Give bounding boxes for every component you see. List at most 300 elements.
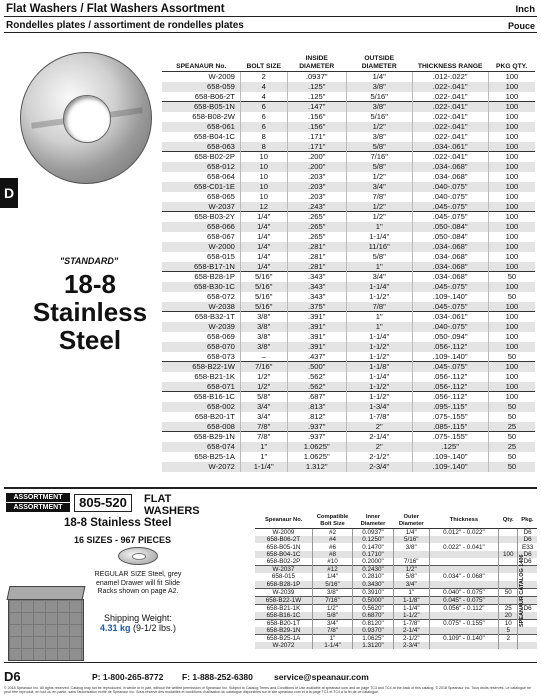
assortment-cell: #10 xyxy=(312,558,352,566)
table-cell: 4 xyxy=(240,82,287,92)
part-number[interactable]: W-2000 xyxy=(162,242,240,252)
table-cell: .562" xyxy=(287,382,346,392)
table-row xyxy=(162,402,535,412)
assortment-part-number[interactable]: 658-B04-1C xyxy=(255,551,312,558)
assortment-row xyxy=(255,619,537,627)
part-number[interactable]: W-2038 xyxy=(162,302,240,312)
table-cell: 1/4" xyxy=(240,232,287,242)
assortment-cell: 1/4" xyxy=(312,573,352,580)
assortment-cell: 20 xyxy=(499,612,518,620)
table-cell: .109-.140" xyxy=(412,462,488,472)
page-title-fr: Rondelles plates / assortiment de rondelles plates xyxy=(6,20,244,31)
assortment-part-number[interactable]: 658-B29-1N xyxy=(255,627,312,635)
drawer-lid xyxy=(7,586,86,600)
fax-number: F: 1-888-252-6380 xyxy=(182,672,253,682)
table-cell: .050-.084" xyxy=(412,232,488,242)
assortment-cell: 2-1/4" xyxy=(393,627,429,635)
assortment-cell: 0.2810" xyxy=(353,573,394,580)
part-number[interactable]: 658-B29-1N xyxy=(162,432,240,442)
table-row xyxy=(162,222,535,232)
assortment-cell: 3/8" xyxy=(312,588,352,596)
part-number[interactable]: W-2072 xyxy=(162,462,240,472)
table-cell: 3/8" xyxy=(240,312,287,322)
table-cell: 50 xyxy=(488,272,535,282)
assortment-cell xyxy=(429,642,498,649)
part-number[interactable]: 658-012 xyxy=(162,162,240,172)
assortment-cell: #4 xyxy=(312,536,352,543)
assortment-cell xyxy=(499,581,518,589)
table-cell: 100 xyxy=(488,262,535,272)
assortment-part-number[interactable]: W-2037 xyxy=(255,566,312,574)
table-row xyxy=(162,272,535,282)
assortment-cell xyxy=(499,596,518,604)
table-cell: 1" xyxy=(346,262,412,272)
table-cell: .343" xyxy=(287,282,346,292)
table-cell: 100 xyxy=(488,312,535,322)
table-cell: .085-.115" xyxy=(412,422,488,432)
table-cell: .050-.084" xyxy=(412,222,488,232)
table-cell: 7/8" xyxy=(240,432,287,442)
table-cell: 10 xyxy=(240,152,287,162)
table-row xyxy=(162,112,535,122)
assortment-part-number[interactable]: 658-015 xyxy=(271,573,296,581)
table-row xyxy=(162,322,535,332)
table-row xyxy=(162,292,535,302)
table-cell: 5/8" xyxy=(346,142,412,152)
part-number[interactable]: 658-071 xyxy=(162,382,240,392)
table-cell: .056-.112" xyxy=(412,342,488,352)
table-row xyxy=(162,122,535,132)
table-cell: .156" xyxy=(287,112,346,122)
part-number[interactable]: 658-072 xyxy=(207,292,235,301)
table-row xyxy=(162,192,535,202)
assortment-part-number[interactable]: 658-B25-1A xyxy=(255,634,312,642)
part-number[interactable]: 658-B04-1C xyxy=(193,132,235,141)
column-header: OUTSIDE DIAMETER xyxy=(346,54,412,72)
table-cell: .147" xyxy=(287,102,346,112)
assortment-cell: 1/2" xyxy=(393,566,429,574)
table-cell: 100 xyxy=(488,362,535,372)
section-tab[interactable]: D xyxy=(0,178,18,208)
footer xyxy=(4,662,537,700)
assortment-cell: 0.3910" xyxy=(353,588,394,596)
table-row xyxy=(162,382,535,392)
table-row xyxy=(162,432,535,442)
assortment-part-number[interactable]: W-2009 xyxy=(272,529,295,536)
table-row xyxy=(162,142,535,152)
table-cell: .281" xyxy=(287,252,346,262)
table-row xyxy=(162,102,535,112)
table-cell: 3/8" xyxy=(240,322,287,332)
assortment-part-number[interactable]: 658-B28-1P xyxy=(255,581,312,589)
assortment-label: ASSORTMENT xyxy=(6,493,70,502)
assortment-part-number[interactable]: 658-B05-1N xyxy=(266,543,301,551)
table-cell: 100 xyxy=(488,322,535,332)
table-cell: .034-.068" xyxy=(412,272,488,282)
assortment-row xyxy=(255,588,537,596)
washer-spec-table xyxy=(162,54,535,472)
assortment-row xyxy=(255,634,537,642)
table-cell: 2-1/2" xyxy=(346,452,412,462)
assortment-cell: 0.1250" xyxy=(353,536,394,543)
table-cell: 1" xyxy=(346,222,412,232)
table-cell: .343" xyxy=(287,272,346,282)
assortment-cell: 7/8" xyxy=(312,627,352,635)
assortment-cell: 1.0625" xyxy=(353,634,394,642)
table-row xyxy=(162,152,535,162)
part-number[interactable]: 658-008 xyxy=(162,422,240,432)
assortment-cell xyxy=(429,612,498,620)
table-row xyxy=(162,352,535,362)
part-number[interactable]: 658-B28-1P xyxy=(162,272,240,282)
assortment-cell: #2 xyxy=(312,529,352,537)
assortment-row xyxy=(255,581,537,589)
assortment-title xyxy=(144,493,200,517)
drawer-image xyxy=(8,599,84,661)
table-cell: .391" xyxy=(287,332,346,342)
table-row xyxy=(162,92,535,102)
assortment-cell: 0.109" - 0.140" xyxy=(429,634,498,642)
table-cell: .812" xyxy=(287,412,346,422)
assortment-cell: D6 xyxy=(518,551,537,558)
table-cell: 100 xyxy=(488,92,535,102)
table-cell: 1/2" xyxy=(346,172,412,182)
table-cell: .040-.075" xyxy=(412,192,488,202)
part-number[interactable]: 658-B25-1A xyxy=(194,452,235,461)
assortment-row xyxy=(255,604,537,612)
table-cell: 100 xyxy=(488,102,535,112)
table-row xyxy=(162,362,535,372)
page-title: Flat Washers / Flat Washers Assortment xyxy=(6,3,225,15)
table-cell: 1/2" xyxy=(346,212,412,222)
column-header: SPEANAUR No. xyxy=(162,54,240,72)
assortment-cell: 7/16" xyxy=(393,558,429,566)
assortment-cell: 0.8120" xyxy=(353,619,394,627)
assortment-row xyxy=(255,627,537,635)
page-number: D6 xyxy=(4,669,21,684)
table-row xyxy=(162,372,535,382)
table-cell: .056-.112" xyxy=(412,392,488,402)
assortment-cell: 0.9370" xyxy=(353,627,394,635)
part-number[interactable]: 658-B21-1K xyxy=(194,372,235,381)
table-cell: 50 xyxy=(488,402,535,412)
table-cell: .040-.075" xyxy=(412,322,488,332)
table-cell: 2" xyxy=(346,442,412,452)
assortment-cell xyxy=(499,573,518,580)
assortment-row xyxy=(255,558,537,566)
unit-label: Inch xyxy=(515,4,535,15)
table-cell: 1-1/4" xyxy=(346,282,412,292)
part-number[interactable]: 658-B06-2T xyxy=(194,91,235,101)
assortment-cell: 0.2000" xyxy=(353,558,394,566)
shipping-info xyxy=(90,613,186,633)
assortment-cell: 3/8" xyxy=(393,543,429,550)
assortment-part-number[interactable]: 658-B20-1T xyxy=(255,619,312,627)
table-cell: .937" xyxy=(287,422,346,432)
table-cell: .343" xyxy=(287,292,346,302)
unit-label-fr: Pouce xyxy=(507,21,535,31)
table-cell: 1" xyxy=(240,442,287,452)
table-cell: .109-.140" xyxy=(412,452,488,462)
table-row xyxy=(162,82,535,92)
side-catalog-label: SPEANAUR CATALOG 1406 xyxy=(519,554,525,628)
table-cell: 5/8" xyxy=(240,392,287,402)
table-cell: 1/2" xyxy=(240,372,287,382)
assortment-cell: 1-1/4" xyxy=(312,642,352,649)
small-washer-image xyxy=(118,547,158,565)
assortment-pieces: 16 SIZES - 967 PIECES xyxy=(74,535,172,545)
table-cell: .040-.075" xyxy=(412,182,488,192)
part-number[interactable]: 658-B05-1N xyxy=(162,102,240,112)
assortment-part-number[interactable]: W-2039 xyxy=(255,588,312,596)
part-number[interactable]: 658-B30-1C xyxy=(162,282,240,292)
assortment-cell xyxy=(429,558,498,566)
assortment-cell: 5/8" xyxy=(312,612,352,620)
table-cell: 1-1/2" xyxy=(346,352,412,362)
table-cell: 10 xyxy=(240,192,287,202)
part-number[interactable]: 658-B32-1T xyxy=(162,312,240,322)
table-cell: .171" xyxy=(287,132,346,142)
table-cell: 100 xyxy=(488,232,535,242)
assortment-cell: D6 xyxy=(518,536,537,543)
assortment-cell: D6 xyxy=(518,604,537,612)
table-cell: 1-1/2" xyxy=(346,382,412,392)
part-number[interactable]: 658-069 xyxy=(207,332,235,341)
email-link[interactable]: service@speanaur.com xyxy=(274,672,369,682)
table-cell: 100 xyxy=(488,152,535,162)
assortment-part-number[interactable]: 658-B21-1K xyxy=(255,604,312,612)
assortment-part-number[interactable]: W-2072 xyxy=(255,642,312,649)
part-number[interactable]: 658-064 xyxy=(207,172,235,181)
table-cell: 7/8" xyxy=(240,422,287,432)
part-number[interactable]: 658-B22-1W xyxy=(162,362,240,372)
table-cell: 25 xyxy=(488,422,535,432)
table-cell: 10 xyxy=(240,162,287,172)
assortment-cell: 0.056" - 0.112" xyxy=(429,604,498,612)
table-cell: .034-.068" xyxy=(412,252,488,262)
assortment-cell: 5/16" xyxy=(393,536,429,543)
part-number[interactable]: 658-002 xyxy=(162,402,240,412)
table-cell: .375" xyxy=(287,302,346,312)
assortment-cell: 0.075" - 0.155" xyxy=(429,619,498,627)
table-cell: 10 xyxy=(240,182,287,192)
assortment-cell: 0.5000" xyxy=(353,596,394,604)
assortment-column-header: Speanaur No. xyxy=(255,513,312,529)
part-number[interactable]: W-2037 xyxy=(162,202,240,212)
table-row xyxy=(162,202,535,212)
table-cell: 100 xyxy=(488,382,535,392)
table-cell: .109-.140" xyxy=(412,352,488,362)
table-cell: .022-.041" xyxy=(412,132,488,142)
table-cell: 1/2" xyxy=(240,382,287,392)
assortment-cell xyxy=(393,551,429,558)
assortment-cell: D6 xyxy=(518,529,537,537)
part-number[interactable]: 658-065 xyxy=(207,192,235,201)
part-number[interactable]: 658-B08-2W xyxy=(192,112,235,121)
table-cell: 7/16" xyxy=(240,362,287,372)
part-number[interactable]: 658-074 xyxy=(162,442,240,452)
table-row xyxy=(162,242,535,252)
assortment-cell: 0.1710" xyxy=(353,551,394,558)
assortment-row xyxy=(255,551,537,558)
table-cell: 5/16" xyxy=(240,302,287,312)
assortment-column-header: Pkg. xyxy=(518,513,537,529)
table-cell: .0937" xyxy=(287,72,346,82)
table-cell: .034-.068" xyxy=(412,242,488,252)
part-number[interactable]: 658-059 xyxy=(162,82,240,92)
part-number[interactable]: 658-B20-1T xyxy=(194,412,235,421)
table-cell: 3/8" xyxy=(346,82,412,92)
assortment-cell: #8 xyxy=(312,551,352,558)
table-cell: 1/2" xyxy=(346,202,412,212)
table-cell: .203" xyxy=(287,182,346,192)
assortment-cell xyxy=(429,581,498,589)
part-number[interactable]: 658-066 xyxy=(162,222,240,232)
part-number[interactable]: 658-C01-1E xyxy=(162,182,240,192)
part-number[interactable]: 658-067 xyxy=(207,232,235,241)
assortment-cell: 0.034" - 0.068" xyxy=(429,573,498,580)
table-cell: .265" xyxy=(287,212,346,222)
assortment-cell: 3/4" xyxy=(312,619,352,627)
assortment-part-number[interactable]: 658-B22-1W xyxy=(255,596,312,604)
part-number[interactable]: 658-015 xyxy=(207,252,235,261)
table-cell: .203" xyxy=(287,192,346,202)
part-number[interactable]: 658-073 xyxy=(207,351,235,361)
assortment-row xyxy=(255,566,537,574)
table-cell: 1/4" xyxy=(240,212,287,222)
table-cell: 2 xyxy=(240,72,287,82)
shipping-weight xyxy=(90,623,186,633)
table-cell: 3/8" xyxy=(240,342,287,352)
assortment-column-header: Outer Diameter xyxy=(393,513,429,529)
material-heading xyxy=(22,270,158,354)
table-row xyxy=(162,282,535,292)
table-cell: .391" xyxy=(287,312,346,322)
part-number[interactable]: 658-061 xyxy=(162,122,240,132)
table-cell: .109-.140" xyxy=(412,292,488,302)
assortment-cell xyxy=(429,551,498,558)
table-cell: .687" xyxy=(287,392,346,402)
table-row xyxy=(162,422,535,432)
table-cell: 3/8" xyxy=(346,102,412,112)
table-cell: .391" xyxy=(287,342,346,352)
assortment-part-number[interactable]: 658-B16-1C xyxy=(255,612,312,620)
table-cell: 3/8" xyxy=(346,132,412,142)
table-row xyxy=(162,332,535,342)
table-cell: .022-.041" xyxy=(412,122,488,132)
assortment-cell: 0.040" - 0.075" xyxy=(429,588,498,596)
part-number[interactable]: 658-B16-1C xyxy=(162,392,240,402)
phone-number[interactable]: P: 1-800-265-8772 xyxy=(92,672,164,682)
table-cell: 7/16" xyxy=(346,152,412,162)
assortment-cell: 0.3430" xyxy=(353,581,394,589)
table-cell: 8 xyxy=(240,142,287,152)
assortment-cell xyxy=(499,566,518,574)
table-cell: .045-.075" xyxy=(412,202,488,212)
table-cell: 1-7/8" xyxy=(346,412,412,422)
assortment-cell: 1" xyxy=(393,588,429,596)
table-cell: 1" xyxy=(346,322,412,332)
assortment-row xyxy=(255,596,537,604)
table-row xyxy=(162,392,535,402)
weight-kg: 4.31 kg xyxy=(99,623,131,633)
table-cell: 100 xyxy=(488,242,535,252)
table-cell: .022-.041" xyxy=(412,92,488,102)
table-cell: 50 xyxy=(488,412,535,422)
assortment-cell: 5/8" xyxy=(393,573,429,580)
table-cell: .937" xyxy=(287,432,346,442)
table-cell: 100 xyxy=(488,112,535,122)
assortment-part-number[interactable]: 658-B02-2P xyxy=(266,558,301,566)
small-washer-hole xyxy=(132,553,146,560)
table-cell: 1-1/4" xyxy=(240,462,287,472)
table-cell: 3/4" xyxy=(346,182,412,192)
table-cell: .391" xyxy=(287,322,346,332)
assortment-cell: 0.045" - 0.075" xyxy=(429,596,498,604)
assortment-row xyxy=(255,536,537,543)
table-cell: 7/8" xyxy=(346,192,412,202)
table-row xyxy=(162,452,535,462)
column-header: THICKNESS RANGE xyxy=(412,54,488,72)
washer-image xyxy=(20,52,152,184)
assortment-cell: 1/2" xyxy=(312,604,352,612)
part-number[interactable]: 658-B02-2P xyxy=(162,152,240,162)
table-cell: .012-.022" xyxy=(412,72,488,82)
assortment-cell: 2 xyxy=(499,634,518,642)
table-cell: .034-.068" xyxy=(412,162,488,172)
table-cell: .125" xyxy=(287,82,346,92)
table-cell: .200" xyxy=(287,162,346,172)
part-number[interactable]: 658-063 xyxy=(162,142,240,152)
table-row xyxy=(162,462,535,472)
table-cell: .056-.112" xyxy=(412,382,488,392)
table-cell: 1-3/4" xyxy=(346,402,412,412)
table-cell: .171" xyxy=(287,142,346,152)
material-line-2: Stainless xyxy=(32,297,148,327)
assortment-cell xyxy=(429,566,498,574)
copyright-notice: © 2018 Speanaur Inc. All rights reserved. Catalog may not be reproduced, in whole or in part, without the written permission of Speanaur Inc. Subject to Catalog Terms and Conditions of Use available at speanaur.com and on page TC3 and TC4 at the back of this catalog. © 2018 Speanaur Inc. Tous droits réservés. Le catalogue ne peut être reproduit, en tout ou en partie, sans l'autorisation écrite de Speanaur Inc. Sous réserve des modalités et conditions d'utilisation du catalogue disponibles sur le site speanaur.com et à la page TC3 et TC4 à la fin de ce catalogue. xyxy=(4,686,532,695)
table-cell: 1.0625" xyxy=(287,452,346,462)
table-row xyxy=(162,262,535,272)
table-cell: .022-.041" xyxy=(412,102,488,112)
table-cell: 5/16" xyxy=(240,282,287,292)
part-number[interactable]: 658-070 xyxy=(162,342,240,352)
table-cell: .045-.075" xyxy=(412,362,488,372)
assortment-cell: 0.022" - 0.041" xyxy=(429,543,498,550)
material-line-3: Steel xyxy=(58,325,122,355)
assortment-cell: 0.0937" xyxy=(353,529,394,537)
assortment-cell: #6 xyxy=(312,543,352,550)
assortment-cell xyxy=(499,536,518,543)
table-cell: 100 xyxy=(488,332,535,342)
table-cell: 1/4" xyxy=(240,262,287,272)
part-number[interactable]: W-2039 xyxy=(162,322,240,332)
assortment-part-number[interactable]: 658-B06-2T xyxy=(255,536,312,543)
table-cell: 1-1/4" xyxy=(346,232,412,242)
part-number[interactable]: 658-B03-2Y xyxy=(162,212,240,222)
part-number[interactable]: W-2009 xyxy=(208,72,235,82)
table-cell: .056-.112" xyxy=(412,372,488,382)
assortment-cell: 5 xyxy=(499,627,518,635)
table-cell: 100 xyxy=(488,132,535,142)
table-cell: 1" xyxy=(240,452,287,462)
table-cell: 1/2" xyxy=(346,122,412,132)
part-number[interactable]: 658-B17-1N xyxy=(162,262,240,272)
assortment-column-header: Thickness xyxy=(429,513,498,529)
table-cell: .045-.075" xyxy=(412,212,488,222)
assortment-label-fr: ASSORTMENT xyxy=(6,503,70,512)
table-cell: .203" xyxy=(287,172,346,182)
